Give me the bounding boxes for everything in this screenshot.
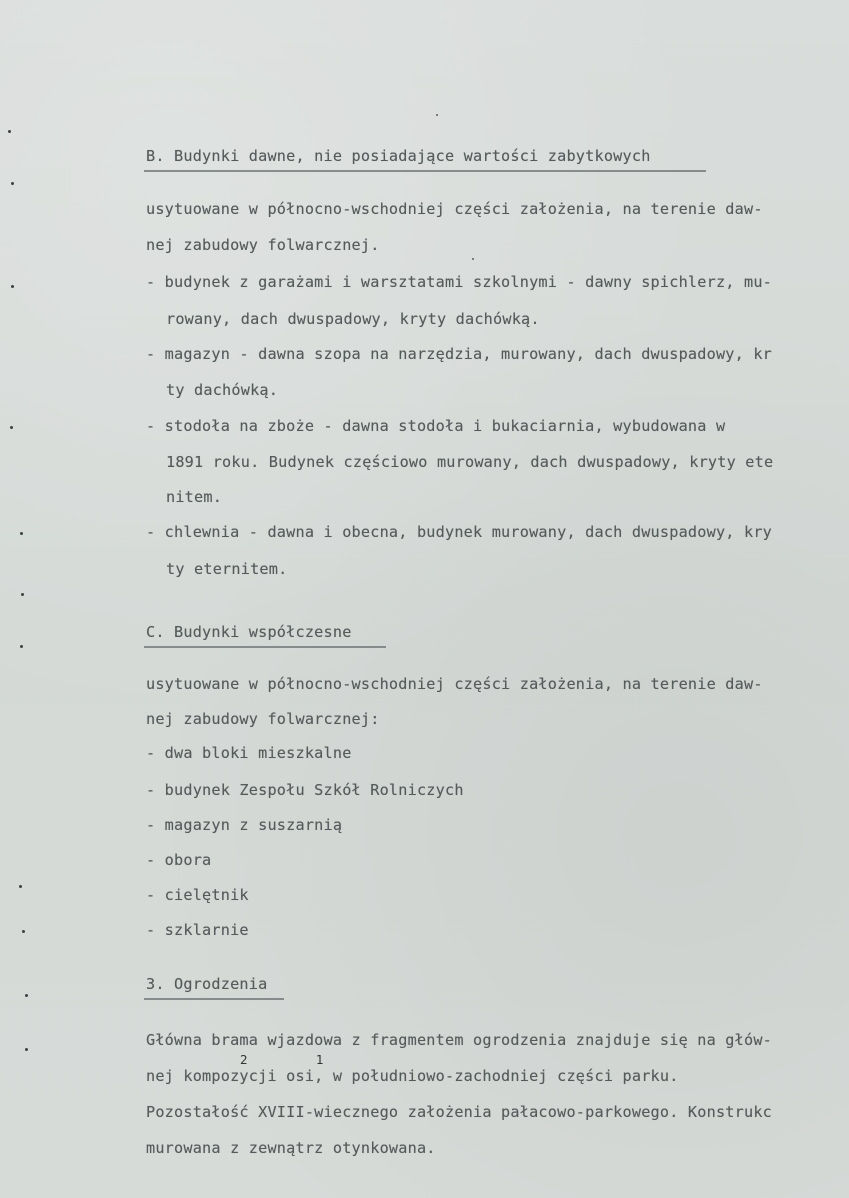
annotation-mark-2: 2 xyxy=(240,1053,248,1067)
section-3-line-2: nej kompozycji osi, w południowo-zachodniej części parku. xyxy=(146,1067,679,1085)
section-b-line-11: ty eternitem. xyxy=(166,560,288,578)
margin-mark xyxy=(20,645,23,648)
section-c-line-6: - obora xyxy=(146,851,212,869)
section-3-line-3: Pozostałość XVIII-wiecznego założenia pałacowo-parkowego. Konstrukc xyxy=(146,1103,773,1121)
section-b-line-9: nitem. xyxy=(166,488,223,506)
margin-mark xyxy=(8,130,11,133)
section-c-line-2: nej zabudowy folwarcznej: xyxy=(146,710,380,728)
section-3-underline xyxy=(144,998,284,1000)
section-b-line-5: - magazyn - dawna szopa na narzędzia, murowany, dach dwuspadowy, kr xyxy=(146,345,773,363)
section-3-line-4: murowana z zewnątrz otynkowana. xyxy=(146,1139,436,1157)
section-c-line-5: - magazyn z suszarnią xyxy=(146,816,343,834)
section-c-line-3: - dwa bloki mieszkalne xyxy=(146,744,352,762)
margin-mark xyxy=(19,885,22,888)
section-3-heading: 3. Ogrodzenia xyxy=(146,975,268,993)
section-b-line-4: rowany, dach dwuspadowy, kryty dachówką. xyxy=(166,310,540,328)
margin-mark xyxy=(10,426,13,429)
section-c-heading: C. Budynki współczesne xyxy=(146,623,352,641)
section-b-line-10: - chlewnia - dawna i obecna, budynek murowany, dach dwuspadowy, kry xyxy=(146,523,773,541)
section-b-heading: B. Budynki dawne, nie posiadające wartości zabytkowych xyxy=(146,147,651,165)
scan-speck xyxy=(472,258,474,260)
section-3-line-1: Główna brama wjazdowa z fragmentem ogrodzenia znajduje się na głów- xyxy=(146,1031,773,1049)
margin-mark xyxy=(25,1048,28,1051)
section-c-line-4: - budynek Zespołu Szkół Rolniczych xyxy=(146,781,464,799)
margin-mark xyxy=(25,994,28,997)
margin-mark xyxy=(21,593,24,596)
section-b-line-3: - budynek z garażami i warsztatami szkolnymi - dawny spichlerz, mu- xyxy=(146,273,773,291)
section-b-line-2: nej zabudowy folwarcznej. xyxy=(146,236,380,254)
margin-mark xyxy=(11,182,14,185)
section-b-underline xyxy=(144,170,706,172)
section-c-line-8: - szklarnie xyxy=(146,921,249,939)
scan-speck xyxy=(436,114,438,116)
section-b-line-7: - stodoła na zboże - dawna stodoła i bukaciarnia, wybudowana w xyxy=(146,417,726,435)
section-c-underline xyxy=(144,646,386,648)
section-b-line-1: usytuowane w północno-wschodniej części założenia, na terenie daw- xyxy=(146,200,763,218)
section-b-line-8: 1891 roku. Budynek częściowo murowany, dach dwuspadowy, kryty ete xyxy=(166,453,774,471)
section-c-line-1: usytuowane w północno-wschodniej części założenia, na terenie daw- xyxy=(146,675,763,693)
margin-mark xyxy=(22,930,25,933)
margin-mark xyxy=(20,532,23,535)
margin-mark xyxy=(11,285,14,288)
section-b-line-6: ty dachówką. xyxy=(166,381,279,399)
annotation-mark-1: 1 xyxy=(316,1053,324,1067)
section-c-line-7: - cielętnik xyxy=(146,886,249,904)
